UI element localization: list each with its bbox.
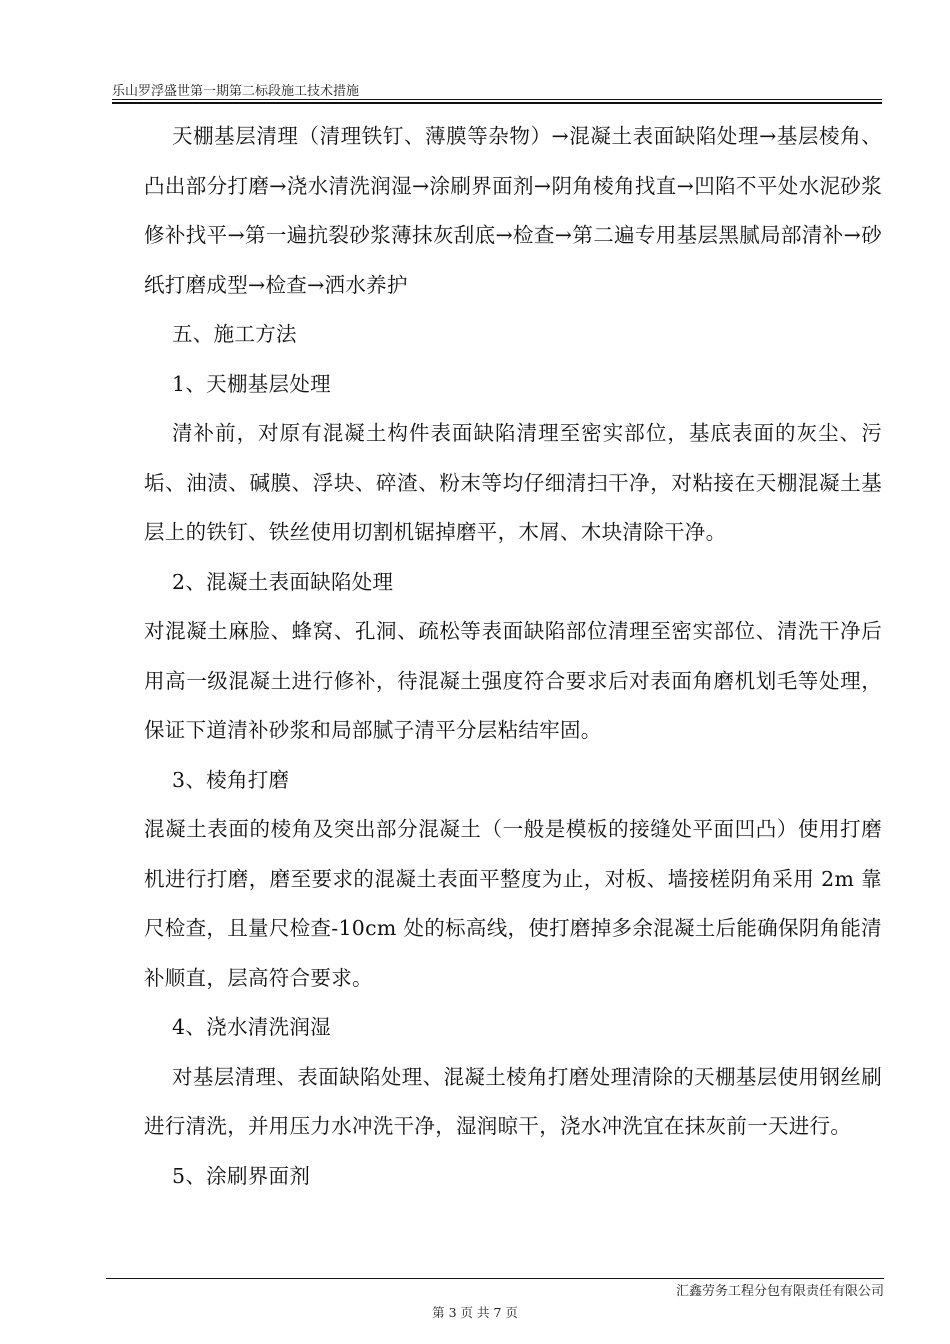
paragraph-edge-grinding: 混凝土表面的棱角及突出部分混凝土（一般是模板的接缝处平面凹凸）使用打磨机进行打磨，磨至要求的混凝土表面平整度为止，对板、墙接槎阴角采用 2m 靠尺检查，且量尺检查-10cm 处的标高线，使打磨掉多余混凝土后能确保阴角能清补顺直，层高符合要求。	[144, 817, 882, 990]
subheading-edge-grinding: 3、棱角打磨	[172, 767, 290, 792]
subheading-ceiling-base-treatment: 1、天棚基层处理	[172, 371, 331, 396]
header-rule	[112, 99, 882, 100]
footer-rule	[106, 1278, 884, 1279]
page-number: 第 3 页 共 7 页	[432, 1305, 518, 1320]
process-flow-paragraph: 天棚基层清理（清理铁钉、薄膜等杂物）→混凝土表面缺陷处理→基层棱角、凸出部分打磨→浇水清洗润湿→涂刷界面剂→阴角棱角找直→凹陷不平处水泥砂浆修补找平→第一遍抗裂砂浆薄抹灰刮底→检查→第二遍专用基层黑腻局部清补→砂纸打磨成型→检查→洒水养护	[144, 124, 882, 297]
section-heading-construction-method: 五、施工方法	[172, 322, 297, 346]
paragraph-ceiling-base-treatment: 清补前，对原有混凝土构件表面缺陷清理至密实部位，基底表面的灰尘、污垢、油渍、碱膜、浮块、碎渣、粉末等均仔细清扫干净，对粘接在天棚混凝土基层上的铁钉、铁丝使用切割机锯掉磨平，木屑、木块清除干净。	[144, 421, 882, 544]
document-body	[144, 112, 882, 1201]
subheading-watering-cleaning: 4、浇水清洗润湿	[172, 1015, 331, 1039]
subheading-interface-agent: 5、涂刷界面剂	[172, 1163, 311, 1188]
header-title: 乐山罗浮盛世第一期第二标段施工技术措施	[112, 84, 360, 99]
header-rule-thick	[112, 102, 882, 104]
subheading-concrete-defect-treatment: 2、混凝土表面缺陷处理	[172, 569, 394, 594]
footer-company: 汇鑫劳务工程分包有限责任有限公司	[675, 1284, 884, 1299]
paragraph-concrete-defect-treatment: 对混凝土麻脸、蜂窝、孔洞、疏松等表面缺陷部位清理至密实部位、清洗干净后用高一级混凝土进行修补，待混凝土强度符合要求后对表面角磨机划毛等处理，保证下道清补砂浆和局部腻子清平分层粘结牢固。	[144, 619, 882, 742]
paragraph-watering-cleaning: 对基层清理、表面缺陷处理、混凝土棱角打磨处理清除的天棚基层使用钢丝刷进行清洗，并用压力水冲洗干净，湿润晾干，浇水冲洗宜在抹灰前一天进行。	[144, 1064, 882, 1138]
